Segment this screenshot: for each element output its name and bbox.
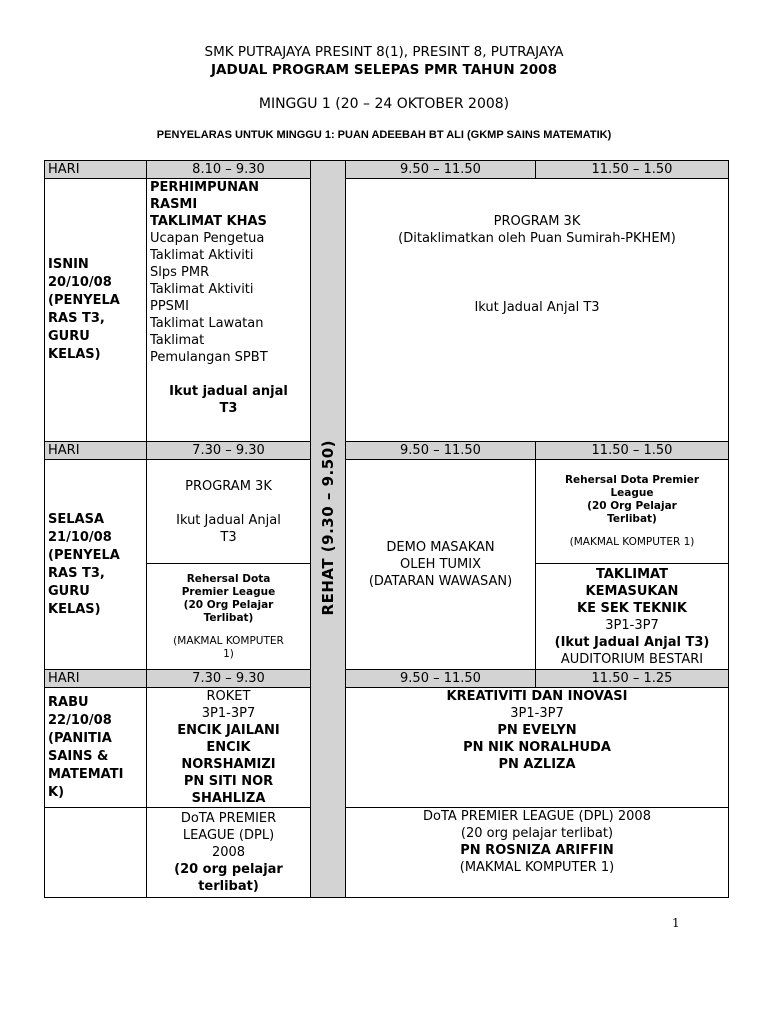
teacher-name: ENCIK (206, 740, 251, 755)
activity-title: League (610, 487, 654, 499)
activity-item: Taklimat (150, 333, 205, 348)
day-isnin (45, 179, 147, 442)
page-number: 1 (672, 916, 680, 930)
rehat-column (311, 161, 346, 898)
rabu-row-a (45, 688, 729, 808)
activity-title: PROGRAM 3K (493, 214, 581, 229)
activity-class: 3P1-3P7 (510, 706, 564, 721)
day-name: SELASA (48, 511, 105, 527)
activity-title: KE SEK TEKNIK (577, 600, 687, 616)
activity-item: Slps PMR (150, 265, 210, 280)
activity-title: ROKET (206, 689, 251, 704)
rabu-day-empty (45, 808, 147, 898)
time-slot-2: 9.50 – 11.50 (346, 442, 536, 460)
activity-note: Ikut Jadual Anjal T3 (474, 300, 600, 315)
activity-title: TAKLIMAT (596, 566, 668, 582)
hari-label: HARI (45, 161, 147, 179)
time-slot-3: 11.50 – 1.50 (536, 161, 729, 179)
activity-location: (MAKMAL KOMPUTER 1) (569, 536, 695, 548)
isnin-slot-2-3 (346, 179, 729, 442)
coordinator-label: PENYELARAS UNTUK MINGGU 1: PUAN ADEEBAH BT ALI (GKMP SAINS MATEMATIK) (156, 129, 612, 141)
day-note: KELAS) (48, 347, 101, 362)
day-date: 20/10/08 (48, 275, 112, 290)
teacher-name: PN SITI NOR (183, 774, 274, 789)
rabu-slot-2a (346, 688, 729, 808)
day-note: GURU (48, 583, 90, 599)
day-note: SAINS & (48, 748, 109, 764)
day-note: (PENYELA (48, 547, 120, 563)
isnin-header-row (45, 161, 729, 179)
activity-title: PERHIMPUNAN (150, 180, 259, 195)
activity-title: Premier League (181, 585, 276, 598)
activity-title: OLEH TUMIX (399, 557, 481, 572)
activity-title: DoTA PREMIER LEAGUE (DPL) 2008 (423, 809, 651, 824)
time-slot-3: 11.50 – 1.25 (536, 670, 729, 688)
selasa-header-row (45, 442, 729, 460)
activity-note: T3 (220, 529, 237, 545)
activity-title: DEMO MASAKAN (386, 540, 495, 555)
activity-location: (DATARAN WAWASAN) (368, 574, 513, 589)
time-slot-1: 7.30 – 9.30 (147, 442, 311, 460)
isnin-slot-1 (147, 179, 311, 442)
teacher-name: SHAHLIZA (191, 791, 266, 806)
hari-label: HARI (45, 442, 147, 460)
activity-title: (20 Org Pelajar (183, 598, 274, 611)
rabu-slot-2b (346, 808, 729, 898)
activity-title: TAKLIMAT KHAS (150, 214, 267, 229)
activity-title: LEAGUE (DPL) (182, 828, 275, 843)
day-note: KELAS) (48, 601, 101, 617)
activity-location: AUDITORIUM BESTARI (560, 651, 704, 667)
selasa-slot-3a (536, 460, 729, 564)
teacher-name: PN AZLIZA (498, 757, 576, 772)
rabu-slot-1b (147, 808, 311, 898)
day-name: RABU (48, 694, 89, 710)
day-note: MATEMATI (48, 766, 124, 782)
activity-title: Rehersal Dota (186, 572, 271, 585)
activity-item: Pemulangan SPBT (150, 350, 268, 365)
activity-location: 1) (223, 647, 234, 660)
teacher-name: NORSHAMIZI (181, 757, 276, 772)
activity-title: PROGRAM 3K (185, 478, 272, 494)
rehat-label: REHAT (9.30 – 9.50) (318, 439, 337, 616)
teacher-name: PN ROSNIZA ARIFFIN (460, 843, 614, 858)
isnin-row (45, 179, 729, 442)
activity-title: Terlibat) (607, 513, 657, 525)
teacher-name: PN NIK NORALHUDA (463, 740, 611, 755)
day-date: 22/10/08 (48, 712, 112, 728)
activity-item: Taklimat Aktiviti (150, 282, 254, 297)
hari-label: HARI (45, 670, 147, 688)
teacher-name: ENCIK JAILANI (177, 723, 280, 738)
activity-item: PPSMI (150, 299, 189, 314)
rabu-slot-1a (147, 688, 311, 808)
activity-location: (MAKMAL KOMPUTER (173, 634, 284, 647)
activity-note: Ikut jadual anjal (169, 384, 288, 399)
day-note: (PENYELA (48, 293, 120, 308)
week-label: MINGGU 1 (20 – 24 OKTOBER 2008) (258, 96, 510, 112)
time-slot-1: 8.10 – 9.30 (147, 161, 311, 179)
activity-note: (20 org pelajar (174, 862, 283, 877)
rabu-header-row (45, 670, 729, 688)
selasa-slot-3b (536, 564, 729, 670)
activity-title: DoTA PREMIER (180, 811, 277, 826)
activity-note: Ikut Jadual Anjal (176, 512, 281, 528)
selasa-slot-1b (147, 564, 311, 670)
activity-note: terlibat) (198, 879, 259, 894)
activity-title: 2008 (211, 845, 246, 860)
day-selasa (45, 460, 147, 670)
time-slot-2: 9.50 – 11.50 (346, 670, 536, 688)
day-date: 21/10/08 (48, 529, 112, 545)
school-name: SMK PUTRAJAYA PRESINT 8(1), PRESINT 8, PUTRAJAYA (204, 44, 564, 60)
selasa-row-a (45, 460, 729, 564)
day-rabu (45, 688, 147, 808)
activity-title: Rehersal Dota Premier (564, 474, 700, 486)
day-note: K) (48, 784, 65, 800)
day-note: RAS T3, (48, 565, 105, 581)
activity-title: RASMI (150, 197, 198, 212)
time-slot-1: 7.30 – 9.30 (147, 670, 311, 688)
activity-note: (Ikut Jadual Anjal T3) (554, 634, 710, 650)
day-note: RAS T3, (48, 311, 105, 326)
selasa-slot-2 (346, 460, 536, 670)
rabu-row-b (45, 808, 729, 898)
day-note: (PANITIA (48, 730, 112, 746)
activity-class: 3P1-3P7 (605, 617, 659, 633)
activity-item: Taklimat Aktiviti (150, 248, 254, 263)
day-name: ISNIN (48, 257, 89, 272)
activity-title: Terlibat) (203, 611, 254, 624)
activity-title: KREATIVITI DAN INOVASI (446, 689, 628, 704)
teacher-name: PN EVELYN (497, 723, 577, 738)
activity-location: (MAKMAL KOMPUTER 1) (459, 860, 615, 875)
time-slot-2: 9.50 – 11.50 (346, 161, 536, 179)
selasa-slot-1a (147, 460, 311, 564)
activity-title: KEMASUKAN (585, 583, 679, 599)
activity-item: Ucapan Pengetua (150, 231, 265, 246)
activity-title: (20 Org Pelajar (587, 500, 677, 512)
activity-item: Taklimat Lawatan (150, 316, 264, 331)
document-title: JADUAL PROGRAM SELEPAS PMR TAHUN 2008 (211, 62, 557, 78)
time-slot-3: 11.50 – 1.50 (536, 442, 729, 460)
activity-subtitle: (Ditaklimatkan oleh Puan Sumirah-PKHEM) (398, 231, 676, 246)
day-note: GURU (48, 329, 90, 344)
activity-note: T3 (219, 401, 238, 416)
activity-note: (20 org pelajar terlibat) (460, 826, 614, 841)
schedule-table (44, 160, 729, 898)
activity-class: 3P1-3P7 (201, 706, 256, 721)
